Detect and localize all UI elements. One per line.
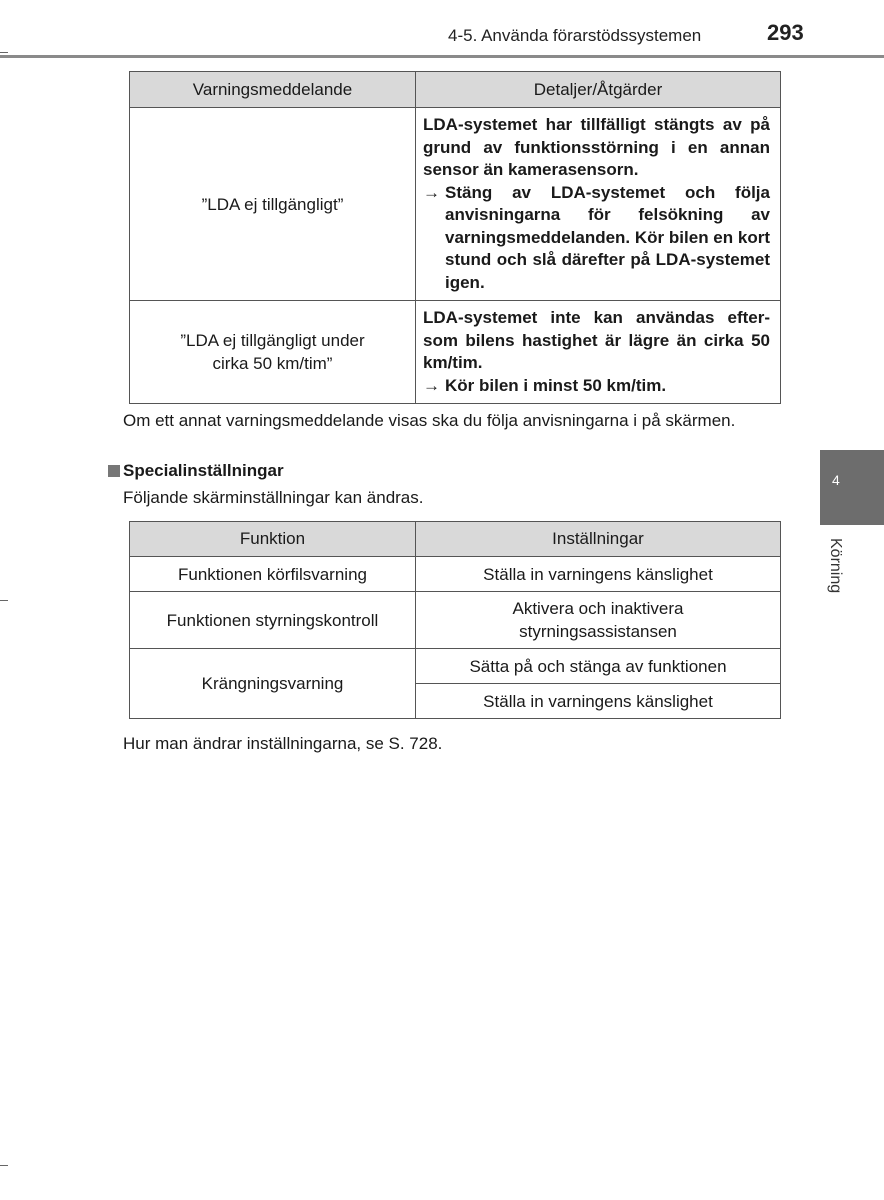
crop-mark: [0, 52, 8, 53]
section-heading: [108, 461, 284, 481]
detail-text: LDA-systemet inte kan användas efter-som bilens hastighet är lägre än cirka 50 km/tim.: [423, 308, 770, 372]
arrow-icon: →: [423, 375, 440, 395]
settings-cell: Ställa in varningens känslighet: [416, 557, 781, 592]
function-cell: Funktionen styrningskontroll: [130, 592, 416, 649]
header-section-title: 4-5. Använda förarstödssystemen: [448, 26, 702, 45]
detail-text: LDA-systemet har tillfälligt stängts av på grund av funktionsstörning i en annan sensor än kamerasensorn.: [423, 115, 770, 179]
warning-message-text: ”LDA ej tillgängligt under cirka 50 km/tim”: [180, 331, 365, 373]
settings-text: Aktivera och inaktivera styrningsassistansen: [512, 599, 684, 641]
table-header-row: [130, 72, 781, 108]
crop-mark: [0, 600, 8, 601]
action-text: Kör bilen i minst 50 km/tim.: [445, 375, 667, 395]
section-heading-text: Specialinställningar: [123, 461, 284, 480]
settings-table: [129, 521, 781, 719]
warning-message-table: [129, 71, 781, 404]
square-bullet-icon: [108, 465, 120, 477]
table-row: [130, 557, 781, 592]
crop-mark: [0, 1165, 8, 1166]
table-header-cell: Varningsmeddelande: [130, 72, 416, 108]
chapter-tab: [820, 450, 884, 525]
warning-message-cell: [130, 301, 416, 404]
section-intro: Följande skärminställningar kan ändras.: [123, 488, 424, 507]
settings-cell: Ställa in varningens känslighet: [416, 684, 781, 719]
settings-cell: Sätta på och stänga av funktionen: [416, 649, 781, 684]
table-row: [130, 108, 781, 301]
header-rule: [0, 55, 884, 58]
footer-paragraph: Hur man ändrar inställningarna, se S. 728.: [123, 734, 443, 753]
table-header-cell: Funktion: [130, 522, 416, 557]
warning-detail-cell: [416, 108, 781, 301]
table-header-cell: Inställningar: [416, 522, 781, 557]
function-cell: Funktionen körfilsvarning: [130, 557, 416, 592]
table-row: [130, 649, 781, 684]
chapter-number: 4: [832, 472, 840, 488]
action-line: [423, 182, 770, 295]
warning-detail-cell: [416, 301, 781, 404]
page-number: 293: [767, 20, 804, 45]
table-header-row: [130, 522, 781, 557]
table-row: [130, 592, 781, 649]
action-line: [423, 375, 770, 398]
table-row: [130, 301, 781, 404]
function-cell: Krängningsvarning: [130, 649, 416, 719]
chapter-label: Körning: [827, 538, 844, 594]
warning-message-cell: ”LDA ej tillgängligt”: [130, 108, 416, 301]
arrow-icon: →: [423, 182, 440, 202]
note-paragraph: Om ett annat varningsmeddelande visas ska du följa anvisningarna i på skärmen.: [123, 411, 736, 430]
action-text: Stäng av LDA-systemet och följa anvisningarna för felsökning av varningsmeddelanden. Kör bilen en kort stund och slå därefter på LDA-systemet igen.: [445, 182, 770, 292]
settings-cell: [416, 592, 781, 649]
table-header-cell: Detaljer/Åtgärder: [416, 72, 781, 108]
